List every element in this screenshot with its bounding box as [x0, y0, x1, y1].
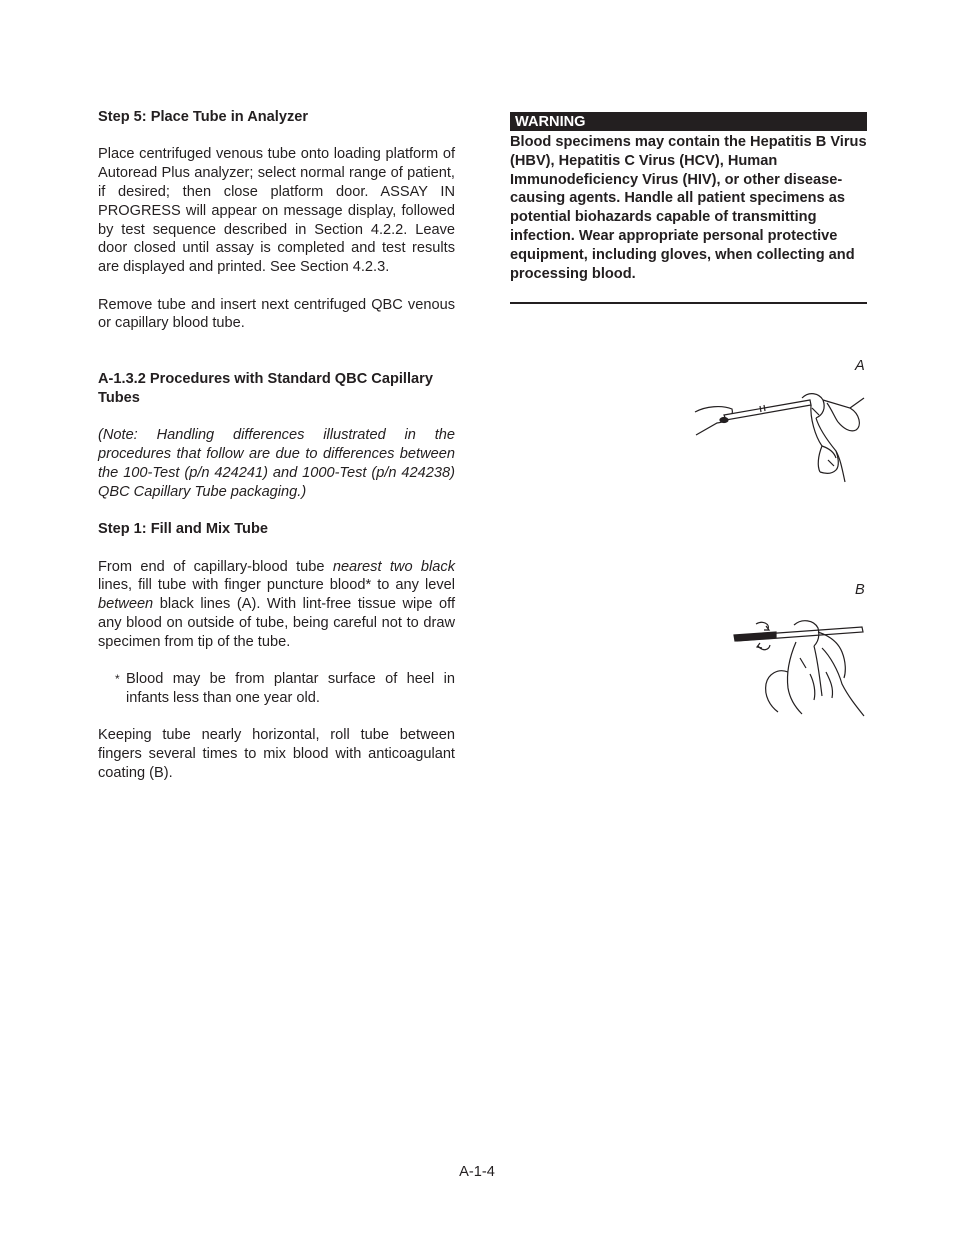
step1-paragraph-1	[98, 558, 455, 652]
warning-box	[510, 112, 867, 283]
figure-a-label: A	[855, 358, 865, 374]
emphasis-between: between	[98, 596, 154, 613]
packaging-note: (Note: Handling differences illustrated in the procedures that follow are due to differences between the 100-Test (p/n 424241) and 1000-Test (p/n 424238) QBC Capillary Tube packaging.)	[98, 427, 455, 500]
warning-text: Blood specimens may contain the Hepatitis B Virus (HBV), Hepatitis C Virus (HCV), Human Immunodeficiency Virus (HIV), or other disease-causing agents. Handle all patient specimens as potential biohazards capable of transmitting infection. Wear appropriate personal protective equipment, including gloves, when collecting and processing blood.	[510, 134, 867, 282]
step1-heading: Step 1: Fill and Mix Tube	[98, 521, 269, 538]
text-run: black lines (A). With lint-free tissue wipe off any blood on outside of tube, being careful not to draw specimen from tip of the tube.	[98, 596, 455, 650]
footnote	[115, 670, 455, 708]
step5-paragraph-1: Place centrifuged venous tube onto loading platform of Autoread Plus analyzer; select normal range of patient, if desired; then close platform door. ASSAY IN PROGRESS will appear on message display, followed by test sequence described in Section 4.2.2. Leave door closed until assay is completed and test results are displayed and printed. See Section 4.2.3.	[98, 146, 455, 276]
footnote-marker: *	[115, 672, 120, 687]
footnote-text: Blood may be from plantar surface of heel in infants less than one year old.	[126, 671, 455, 706]
emphasis-nearest-two-black: nearest two black	[332, 558, 455, 575]
text-run: lines, fill tube with finger puncture blood* to any level	[98, 577, 455, 594]
section-heading: A-1.3.2 Procedures with Standard QBC Capillary Tubes	[98, 371, 433, 406]
step5-heading: Step 5: Place Tube in Analyzer	[98, 109, 309, 125]
figure-b-label: B	[855, 582, 865, 598]
step1-paragraph-2: Keeping tube nearly horizontal, roll tube between fingers several times to mix blood with anticoagulant coating (B).	[98, 727, 455, 781]
divider-rule	[510, 302, 867, 304]
left-column	[98, 108, 455, 783]
step5-paragraph-2: Remove tube and insert next centrifuged QBC venous or capillary blood tube.	[98, 296, 455, 332]
text-run: From end of capillary-blood tube	[98, 558, 333, 575]
warning-label: WARNING	[510, 112, 867, 131]
page-number: A-1-4	[459, 1164, 495, 1180]
figure-b-roll-tube-illustration	[730, 612, 868, 720]
figure-a-fill-tube-illustration	[692, 388, 868, 490]
